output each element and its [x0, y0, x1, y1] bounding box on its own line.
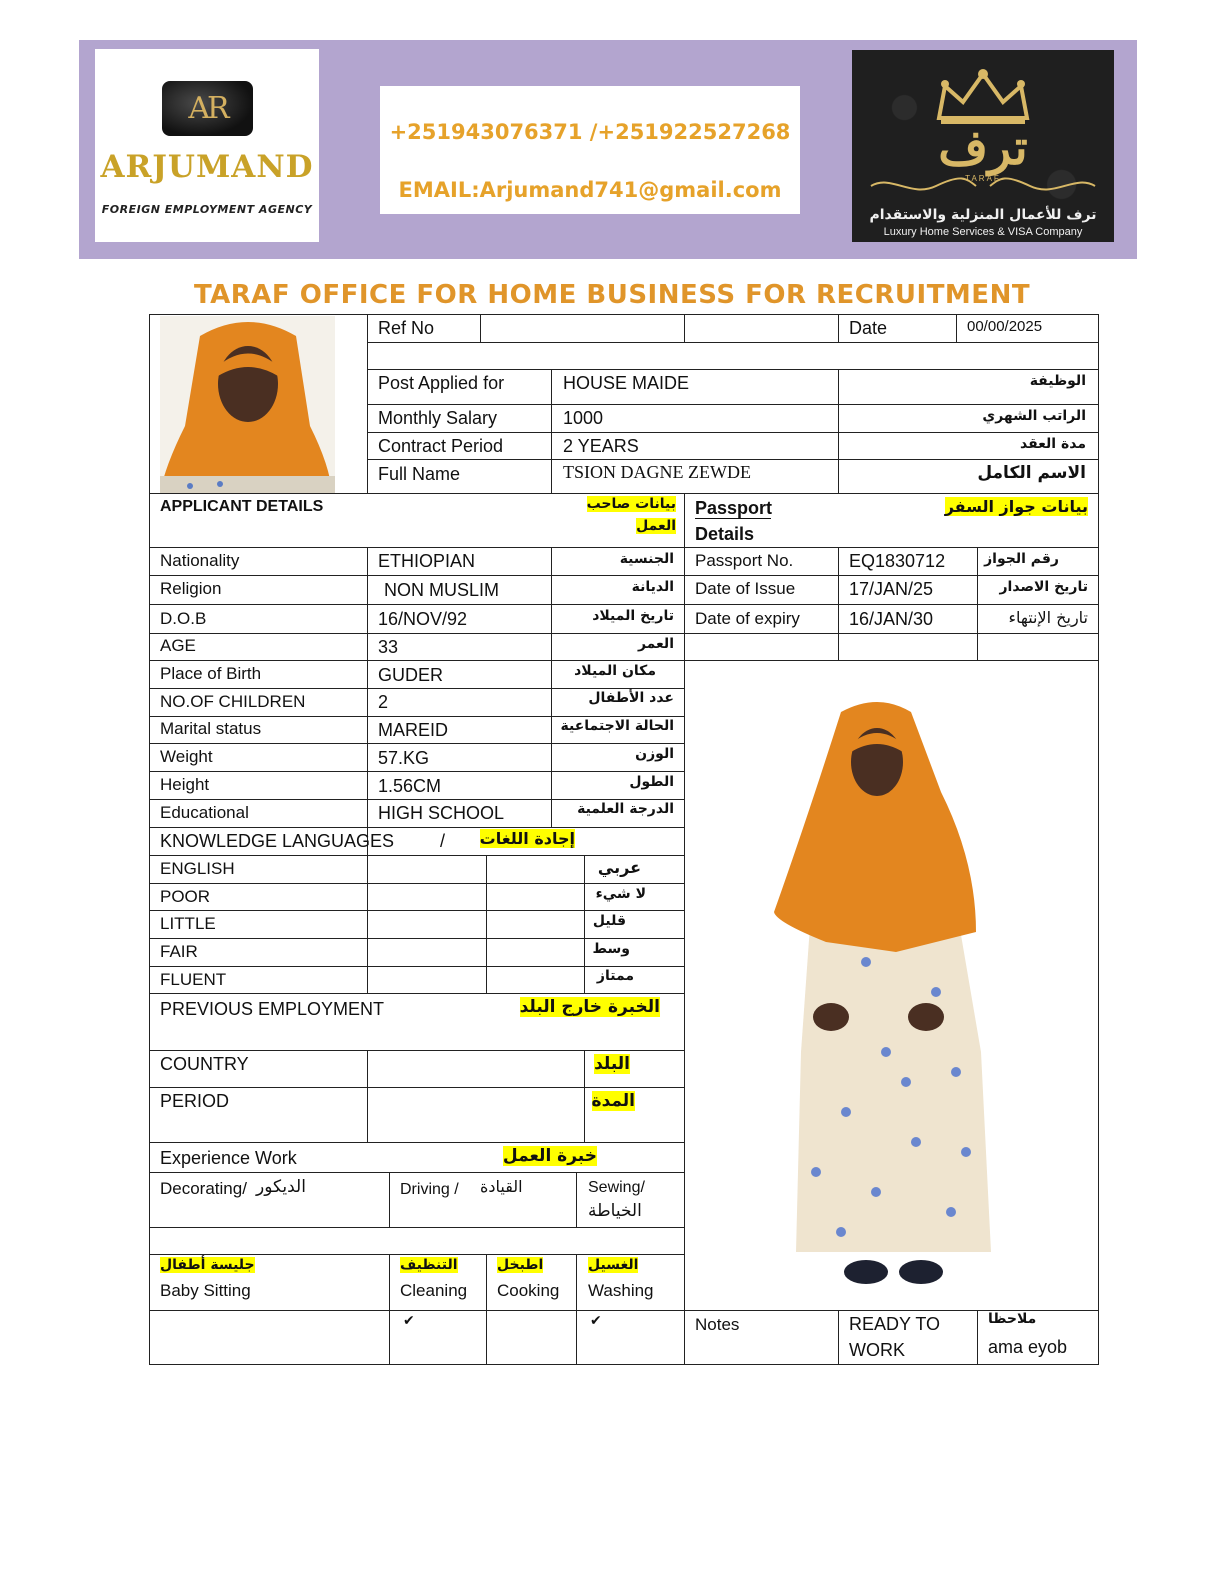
experience-heading-ar: خبرة العمل [502, 1146, 597, 1166]
taraf-logo [852, 50, 1114, 242]
row-ar: الدرجة العلمية [577, 801, 674, 817]
passport-row-value: EQ1830712 [849, 551, 946, 571]
date-label: Date [849, 318, 888, 338]
row-value: ETHIOPIAN [378, 551, 476, 571]
passport-row-value: 16/JAN/30 [849, 609, 934, 629]
crown-icon [931, 68, 1035, 128]
applicant-portrait-image [160, 316, 335, 493]
period-ar: المدة [591, 1091, 635, 1111]
skill-ar: التنظيف [400, 1257, 458, 1273]
full-name-label: Full Name [378, 464, 461, 484]
arjumand-logo [95, 49, 319, 242]
row-label: Nationality [160, 551, 240, 570]
contact-box [380, 86, 800, 214]
row-ar: الوزن [635, 746, 674, 762]
language-label: FAIR [160, 942, 198, 961]
period-label: PERIOD [160, 1091, 230, 1111]
full-name-value: TSION DAGNE ZEWDE [563, 462, 751, 482]
contract-value: 2 YEARS [563, 436, 639, 456]
driving-label: Driving / [400, 1181, 459, 1198]
row-ar: الحالة الاجتماعية [560, 718, 674, 734]
ar-emblem-icon: AR [162, 81, 253, 136]
skill-en: Cooking [497, 1281, 560, 1300]
salary-value: 1000 [563, 408, 604, 428]
contact-phones: +251943076371 /+251922527268 [389, 120, 791, 144]
passport-row-ar: رقم الجواز [984, 551, 1059, 567]
row-label: NO.OF CHILDREN [160, 692, 306, 711]
post-ar: الوظيفة [1029, 373, 1086, 389]
row-ar: العمر [637, 636, 674, 652]
row-value: MAREID [378, 720, 449, 740]
applicant-heading-ar-1: بيانات صاحب [586, 496, 676, 512]
row-value: 33 [378, 637, 399, 657]
experience-heading: Experience Work [160, 1148, 297, 1168]
previous-employment-heading: PREVIOUS EMPLOYMENT [160, 999, 385, 1019]
sewing-ar: الخياطة [588, 1201, 642, 1221]
passport-row-ar: تاريخ الاصدار [999, 579, 1088, 595]
skill-ar: اطبخل [497, 1257, 544, 1273]
row-label: Religion [160, 579, 222, 598]
row-value: 16/NOV/92 [378, 609, 468, 629]
passport-row-ar: تاريخ الإنتهاء [1008, 608, 1088, 627]
applicant-heading-ar-2: العمل [636, 518, 676, 534]
passport-heading-ar: بيانات جواز السفر [944, 497, 1088, 516]
row-value: 2 [378, 692, 389, 712]
check-icon: ✔ [590, 1313, 602, 1329]
document-title: TARAF OFFICE FOR HOME BUSINESS FOR RECRUITMENT [193, 280, 1031, 310]
passport-heading-2: Details [695, 524, 755, 544]
skill-en: Washing [588, 1281, 654, 1300]
row-label: Height [160, 775, 210, 794]
taraf-wordmark: TARAF [965, 174, 1001, 183]
notes-ar: ملاحظا [988, 1311, 1037, 1327]
decorating-ar: الديكور [256, 1177, 306, 1197]
skill-en: Baby Sitting [160, 1281, 251, 1300]
notes-value-1: READY TO [849, 1314, 941, 1334]
notes-label: Notes [695, 1315, 740, 1334]
row-label: Place of Birth [160, 664, 262, 683]
driving-ar: القيادة [480, 1177, 523, 1196]
row-label: D.O.B [160, 609, 207, 628]
passport-row-label: Date of expiry [695, 609, 800, 628]
languages-heading-ar: إجادة اللغات [479, 829, 575, 848]
date-value: 00/00/2025 [967, 318, 1043, 335]
brand-tagline: FOREIGN EMPLOYMENT AGENCY [101, 203, 313, 216]
agent-name: ama eyob [988, 1337, 1068, 1357]
row-ar: تاريخ الميلاد [592, 608, 674, 624]
passport-row-label: Passport No. [695, 551, 794, 570]
post-label: Post Applied for [378, 373, 505, 393]
decorating-label: Decorating/ [160, 1179, 247, 1198]
skill-ar: جليسة أطفال [160, 1257, 255, 1273]
language-label: LITTLE [160, 914, 216, 933]
previous-employment-heading-ar: الخبرة خارج البلد [519, 997, 660, 1017]
full-name-ar: الاسم الكامل [977, 463, 1086, 483]
salary-ar: الراتب الشهري [982, 408, 1086, 424]
row-value: NON MUSLIM [384, 580, 500, 600]
row-label: Educational [160, 803, 249, 822]
row-ar: الديانة [631, 579, 674, 595]
taraf-english-name: Luxury Home Services & VISA Company [883, 226, 1083, 238]
row-ar: الطول [629, 774, 674, 790]
country-label: COUNTRY [160, 1054, 249, 1074]
language-ar: قليل [592, 913, 626, 929]
language-ar: ممتاز [596, 968, 634, 984]
language-label: FLUENT [160, 970, 227, 989]
skill-ar: الغسيل [588, 1257, 639, 1273]
language-ar: عربي [597, 858, 641, 877]
full-body-photo [706, 672, 1054, 1298]
contract-ar: مدة العقد [1019, 436, 1086, 452]
passport-heading-underline [695, 518, 771, 519]
row-label: Weight [160, 747, 213, 766]
passport-heading-1: Passport [695, 498, 773, 518]
language-ar: وسط [592, 941, 630, 957]
row-ar: مكان الميلاد [574, 663, 656, 679]
applicant-full-body-image [706, 672, 1054, 1298]
contact-email: EMAIL:Arjumand741@gmail.com [398, 178, 782, 202]
language-label: ENGLISH [160, 859, 235, 878]
brand-name: ARJUMAND [100, 149, 314, 185]
applicant-details-heading: APPLICANT DETAILS [160, 498, 324, 515]
passport-row-label: Date of Issue [695, 579, 796, 598]
row-value: 57.KG [378, 748, 430, 768]
salary-label: Monthly Salary [378, 408, 498, 428]
ref-no-label: Ref No [378, 318, 435, 338]
language-ar: لا شيء [595, 886, 646, 902]
portrait-photo [160, 316, 335, 493]
taraf-monogram: ترف [938, 120, 1028, 176]
passport-row-value: 17/JAN/25 [849, 579, 934, 599]
country-ar: البلد [594, 1054, 630, 1074]
row-value: HIGH SCHOOL [378, 803, 505, 823]
language-label: POOR [160, 887, 211, 906]
contract-label: Contract Period [378, 436, 504, 456]
row-ar: عدد الأطفال [588, 690, 674, 706]
notes-value-2: WORK [849, 1340, 905, 1360]
row-value: GUDER [378, 665, 444, 685]
sewing-label: Sewing/ [588, 1179, 645, 1196]
languages-heading: KNOWLEDGE LANGUAGES [160, 831, 395, 851]
row-value: 1.56CM [378, 776, 442, 796]
taraf-arabic-name: ترف للأعمال المنزلية والاستقدام [869, 207, 1097, 223]
check-icon: ✔ [403, 1313, 415, 1329]
row-label: Marital status [160, 719, 262, 738]
post-value: HOUSE MAIDE [563, 373, 690, 393]
skill-en: Cleaning [400, 1281, 468, 1300]
languages-separator: / [440, 831, 446, 851]
row-ar: الجنسية [619, 551, 674, 567]
row-label: AGE [160, 636, 196, 655]
